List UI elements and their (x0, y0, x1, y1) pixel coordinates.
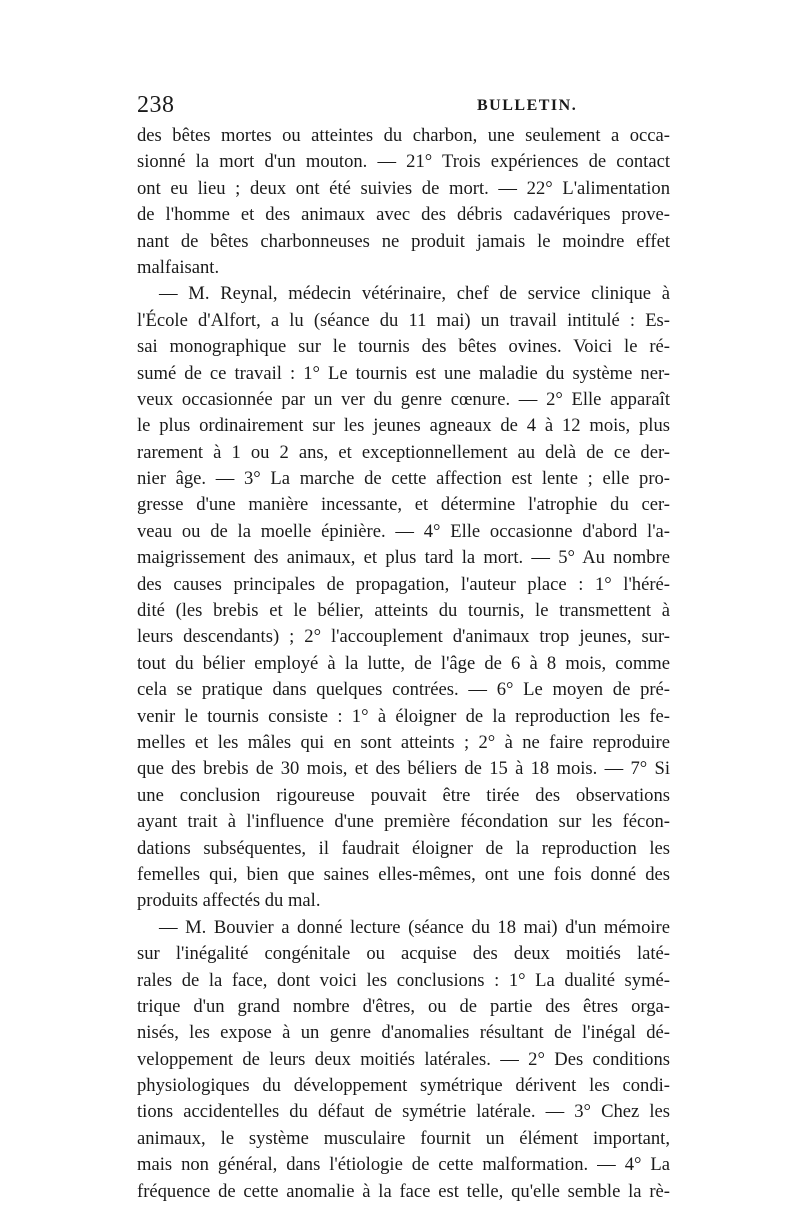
text-line: malfaisant. (137, 256, 220, 278)
text-line: — M. Bouvier a donné lecture (séance du 18 mai) d'un mémoire (159, 916, 670, 938)
text-line: produits affectés du mal. (137, 890, 321, 912)
text-line: que des brebis de 30 mois, et des béliers de 15 à 18 mois. — 7° Si (137, 758, 670, 780)
text-line: melles et les mâles qui en sont atteints ; 2° à ne faire reproduire (137, 731, 670, 753)
text-line: nisés, les expose à un genre d'anomalies résultant de l'inégal dé- (137, 1022, 670, 1044)
running-head: BULLETIN. (477, 97, 578, 114)
text-line: dité (les brebis et le bélier, atteints du tournis, le transmettent à (137, 600, 670, 622)
text-line: l'École d'Alfort, a lu (séance du 11 mai) un travail intitulé : Es- (137, 309, 670, 331)
body-text (137, 123, 670, 1205)
text-line: mais non général, dans l'étiologie de cette malformation. — 4° La (137, 1154, 670, 1176)
text-line: fréquence de cette anomalie à la face est telle, qu'elle semble la rè- (137, 1180, 670, 1202)
text-line: des causes principales de propagation, l'auteur place : 1° l'héré- (137, 573, 670, 595)
text-line: rales de la face, dont voici les conclusions : 1° La dualité symé- (137, 969, 670, 991)
page-number: 238 (137, 92, 175, 118)
page-header (137, 92, 670, 122)
text-line: veux occasionnée par un ver du genre cœnure. — 2° Elle apparaît (137, 388, 670, 410)
text-line: nant de bêtes charbonneuses ne produit jamais le moindre effet (137, 230, 670, 252)
text-line: sur l'inégalité congénitale ou acquise des deux moitiés laté- (137, 943, 670, 965)
text-line: sai monographique sur le tournis des bêtes ovines. Voici le ré- (137, 336, 670, 358)
text-line: tout du bélier employé à la lutte, de l'âge de 6 à 8 mois, comme (137, 652, 670, 674)
text-line: tions accidentelles du défaut de symétrie latérale. — 3° Chez les (137, 1101, 670, 1123)
text-line: cela se pratique dans quelques contrées. — 6° Le moyen de pré- (137, 679, 670, 701)
text-line: leurs descendants) ; 2° l'accouplement d'animaux trop jeunes, sur- (137, 626, 670, 648)
text-line: rarement à 1 ou 2 ans, et exceptionnellement au delà de ce der- (137, 441, 670, 463)
text-line: trique d'un grand nombre d'êtres, ou de partie des êtres orga- (137, 995, 670, 1017)
text-line: des bêtes mortes ou atteintes du charbon, une seulement a occa- (137, 125, 670, 146)
text-line: sumé de ce travail : 1° Le tournis est une maladie du système ner- (137, 362, 670, 384)
text-line: veau ou de la moelle épinière. — 4° Elle occasionne d'abord l'a- (137, 520, 670, 542)
text-line: veloppement de leurs deux moitiés latérales. — 2° Des conditions (137, 1048, 670, 1070)
text-line: une conclusion rigoureuse pouvait être tirée des observations (137, 784, 670, 806)
text-line: le plus ordinairement sur les jeunes agneaux de 4 à 12 mois, plus (137, 415, 670, 437)
text-line: animaux, le système musculaire fournit un élément important, (137, 1127, 670, 1149)
text-line: ont eu lieu ; deux ont été suivies de mort. — 22° L'alimentation (137, 177, 670, 199)
text-line: femelles qui, bien que saines elles-mêmes, ont une fois donné des (137, 863, 670, 885)
text-line: venir le tournis consiste : 1° à éloigner de la reproduction les fe- (137, 705, 670, 727)
text-line: physiologiques du développement symétrique dérivent les condi- (137, 1075, 670, 1097)
text-line: sionné la mort d'un mouton. — 21° Trois expériences de contact (137, 151, 670, 173)
text-line: — M. Reynal, médecin vétérinaire, chef de service clinique à (159, 283, 670, 305)
text-line: gresse d'une manière incessante, et détermine l'atrophie du cer- (137, 494, 670, 516)
text-line: maigrissement des animaux, et plus tard la mort. — 5° Au nombre (137, 547, 670, 569)
text-line: de l'homme et des animaux avec des débris cadavériques prove- (137, 204, 670, 226)
text-line: nier âge. — 3° La marche de cette affection est lente ; elle pro- (137, 468, 670, 490)
text-line: ayant trait à l'influence d'une première fécondation sur les fécon- (137, 811, 670, 833)
text-line: dations subséquentes, il faudrait éloigner de la reproduction les (137, 837, 670, 859)
